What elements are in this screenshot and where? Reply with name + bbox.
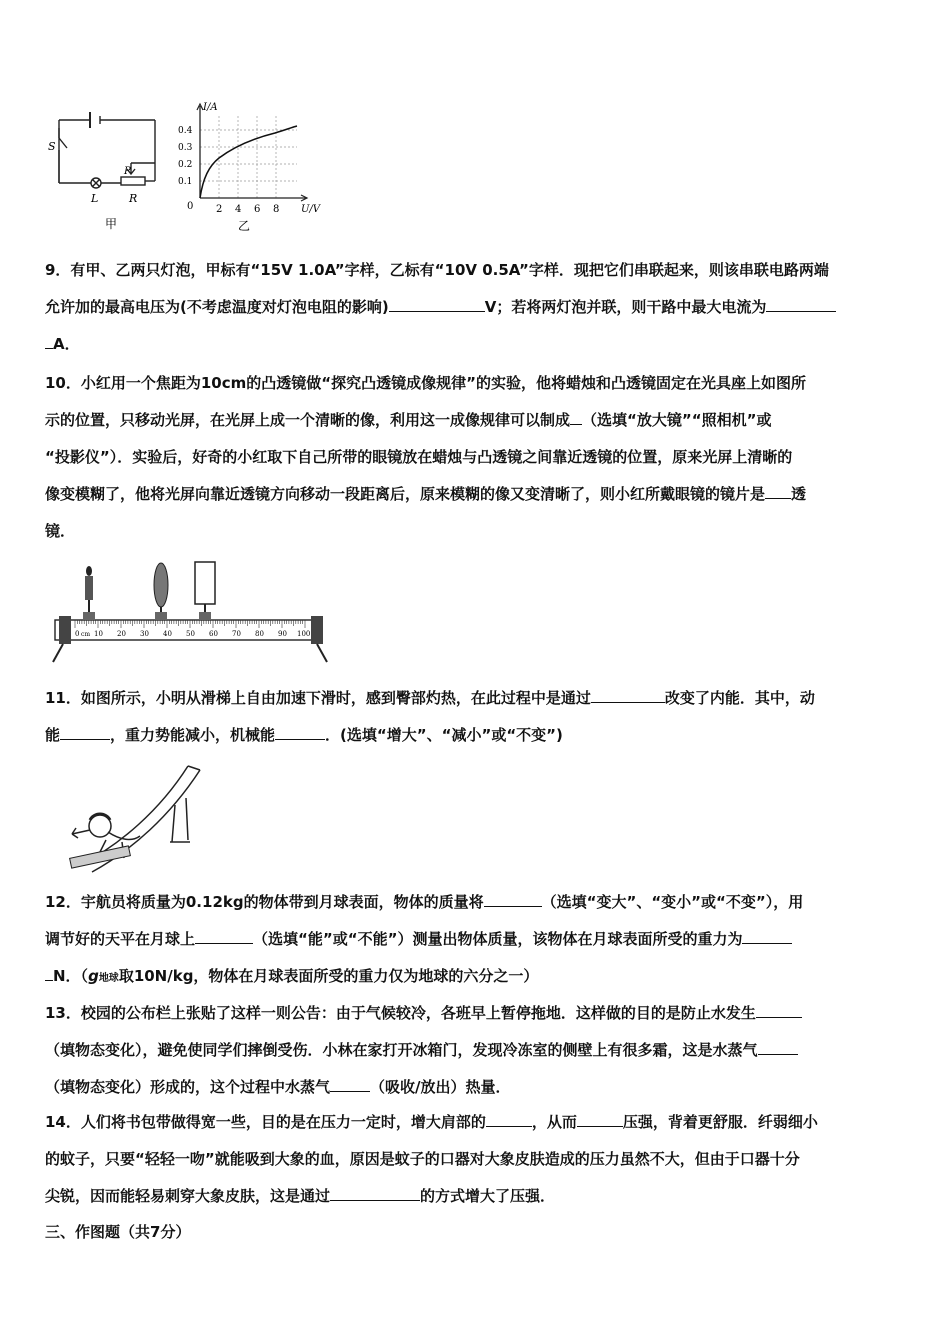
scale-label: 100 — [297, 630, 311, 638]
answer-blank[interactable] — [756, 1003, 802, 1018]
slide-figure — [60, 760, 210, 878]
q13-text: （填物态变化），避免使同学们摔倒受伤．小林在家打开冰箱门，发现冷冻室的侧壁上有很多霜，这是水蒸气 — [45, 1041, 758, 1059]
graph-origin: 0 — [187, 201, 194, 212]
scale-label: 80 — [255, 630, 264, 638]
scale-label: 0 — [75, 630, 80, 638]
q10-text: 像变模糊了，他将光屏向靠近透镜方向移动一段距离后，原来模糊的像又变清晰了，则小红所戴眼镜的镜片是 — [45, 485, 766, 503]
y-tick: 0.1 — [178, 177, 193, 187]
question-11 — [45, 680, 907, 754]
q10-text: 透 — [791, 485, 807, 503]
circuit-diagram — [59, 112, 155, 188]
q14-text: 14．人们将书包带做得宽一些，目的是在压力一定时，增大肩部的 — [45, 1113, 486, 1131]
answer-blank[interactable] — [45, 334, 53, 349]
q9-line1: 9．有甲、乙两只灯泡，甲标有“15V 1.0A”字样，乙标有“10V 0.5A”字样．现把它们串联起来，则该串联电路两端 — [45, 261, 829, 279]
q9-text: V；若将两灯泡并联，则干路中最大电流为 — [484, 298, 767, 316]
y-tick: 0.2 — [178, 160, 193, 170]
switch-label: S — [48, 140, 56, 153]
figure-label-jia: 甲 — [105, 217, 118, 231]
q12-text: （选填“能”或“不能”）测量出物体质量，该物体在月球表面所受的重力为 — [253, 930, 743, 948]
candle — [83, 566, 95, 620]
q11-text: 能 — [45, 726, 61, 744]
answer-blank[interactable] — [60, 725, 110, 740]
bench-rail — [53, 616, 327, 662]
child-sliding — [70, 814, 140, 868]
q10-text: 镜． — [45, 522, 76, 540]
answer-blank[interactable] — [484, 892, 542, 907]
q13-text: （吸收/放出）热量． — [370, 1078, 511, 1096]
x-tick: 4 — [235, 204, 242, 215]
q10-text: 示的位置，只移动光屏，在光屏上成一个清晰的像，利用这一成像规律可以制成 — [45, 411, 571, 429]
answer-blank[interactable] — [330, 1186, 420, 1201]
y-tick: 0.4 — [178, 126, 193, 136]
y-axis-label: I/A — [203, 102, 218, 113]
question-10 — [45, 365, 907, 550]
q14-text: 的方式增大了压强． — [420, 1187, 556, 1205]
q9-text: 允许加的最高电压为(不考虑温度对灯泡电阻的影响) — [45, 298, 389, 316]
q10-text: “投影仪”）．实验后，好奇的小红取下自己所带的眼镜放在蜡烛与凸透镜之间靠近透镜的位置，原来光屏上清晰的 — [45, 448, 793, 466]
answer-blank[interactable] — [742, 929, 792, 944]
answer-blank[interactable] — [486, 1112, 532, 1127]
q12-text: N．（ — [53, 967, 89, 985]
scale-label: 90 — [278, 630, 287, 638]
q14-text: 压强，背着更舒服．纤弱细小 — [622, 1113, 818, 1131]
q11-text: ．(选填“增大”、“减小”或“不变”) — [325, 726, 563, 744]
answer-blank[interactable] — [577, 1112, 623, 1127]
section-heading: 三、作图题（共7分） — [45, 1223, 191, 1241]
x-tick: 8 — [273, 204, 280, 215]
scale-unit: cm — [81, 631, 91, 638]
q12-text: 取10N/kg，物体在月球表面所受的重力仅为地球的六分之一） — [118, 967, 539, 985]
iu-graph — [197, 104, 307, 201]
circuit-and-graph-figure — [45, 98, 335, 238]
g-subscript: 地球 — [98, 973, 119, 984]
q11-text: 11．如图所示，小明从滑梯上自由加速下滑时，感到臀部灼热，在此过程中是通过 — [45, 689, 591, 707]
x-tick: 6 — [254, 204, 261, 215]
slider-label: P — [124, 166, 131, 177]
q13-text: 13．校园的公布栏上张贴了这样一则公告：由于气候较冷，各班早上暂停拖地．这样做的目的是防止水发生 — [45, 1004, 756, 1022]
answer-blank[interactable] — [591, 688, 665, 703]
q14-text: 的蚊子，只要“轻轻一吻”就能吸到大象的血，原因是蚊子的口器对大象皮肤造成的压力虽然不大，但由于口器十分 — [45, 1150, 800, 1168]
scale-label: 30 — [140, 630, 149, 638]
q14-text: ，从而 — [531, 1113, 577, 1131]
answer-blank[interactable] — [330, 1077, 370, 1092]
q14-text: 尖锐，因而能轻易刺穿大象皮肤，这是通过 — [45, 1187, 331, 1205]
answer-blank[interactable] — [275, 725, 325, 740]
convex-lens — [154, 563, 168, 620]
scale-label: 10 — [94, 630, 103, 638]
y-tick: 0.3 — [178, 143, 193, 153]
q12-text: 12．宇航员将质量为0.12kg的物体带到月球表面，物体的质量将 — [45, 893, 484, 911]
scale-label: 70 — [232, 630, 241, 638]
scale-label: 20 — [117, 630, 126, 638]
question-14 — [45, 1104, 907, 1215]
q11-text: 改变了内能．其中，动 — [664, 689, 815, 707]
x-axis-label: U/V — [301, 204, 321, 215]
answer-blank[interactable] — [45, 966, 53, 981]
q12-text: （选填“变大”、“变小”或“不变”），用 — [541, 893, 804, 911]
screen — [195, 562, 215, 620]
answer-blank[interactable] — [765, 484, 791, 499]
figure-label-yi: 乙 — [238, 219, 251, 233]
answer-blank[interactable] — [758, 1040, 798, 1055]
g-symbol: g — [88, 967, 99, 985]
q11-text: ，重力势能减小，机械能 — [110, 726, 276, 744]
scale-label: 40 — [163, 630, 172, 638]
scale-label: 60 — [209, 630, 218, 638]
scale-label: 50 — [186, 630, 195, 638]
answer-blank[interactable] — [389, 297, 485, 312]
optical-bench-figure — [45, 550, 335, 665]
q10-text: （选填“放大镜”“照相机”或 — [582, 411, 772, 429]
answer-blank[interactable] — [195, 929, 253, 944]
question-12 — [45, 884, 907, 997]
q9-text: A． — [53, 335, 80, 353]
question-13 — [45, 995, 907, 1106]
question-9 — [45, 252, 907, 363]
q12-text: 调节好的天平在月球上 — [45, 930, 196, 948]
lamp-label: L — [91, 192, 99, 205]
q10-text: 10．小红用一个焦距为10cm的凸透镜做“探究凸透镜成像规律”的实验，他将蜡烛和凸透镜固定在光具座上如图所 — [45, 374, 806, 392]
q13-text: （填物态变化）形成的，这个过程中水蒸气 — [45, 1078, 331, 1096]
answer-blank[interactable] — [766, 297, 836, 312]
resistor-label: R — [129, 192, 138, 205]
x-tick: 2 — [216, 204, 223, 215]
answer-blank[interactable] — [570, 410, 582, 425]
